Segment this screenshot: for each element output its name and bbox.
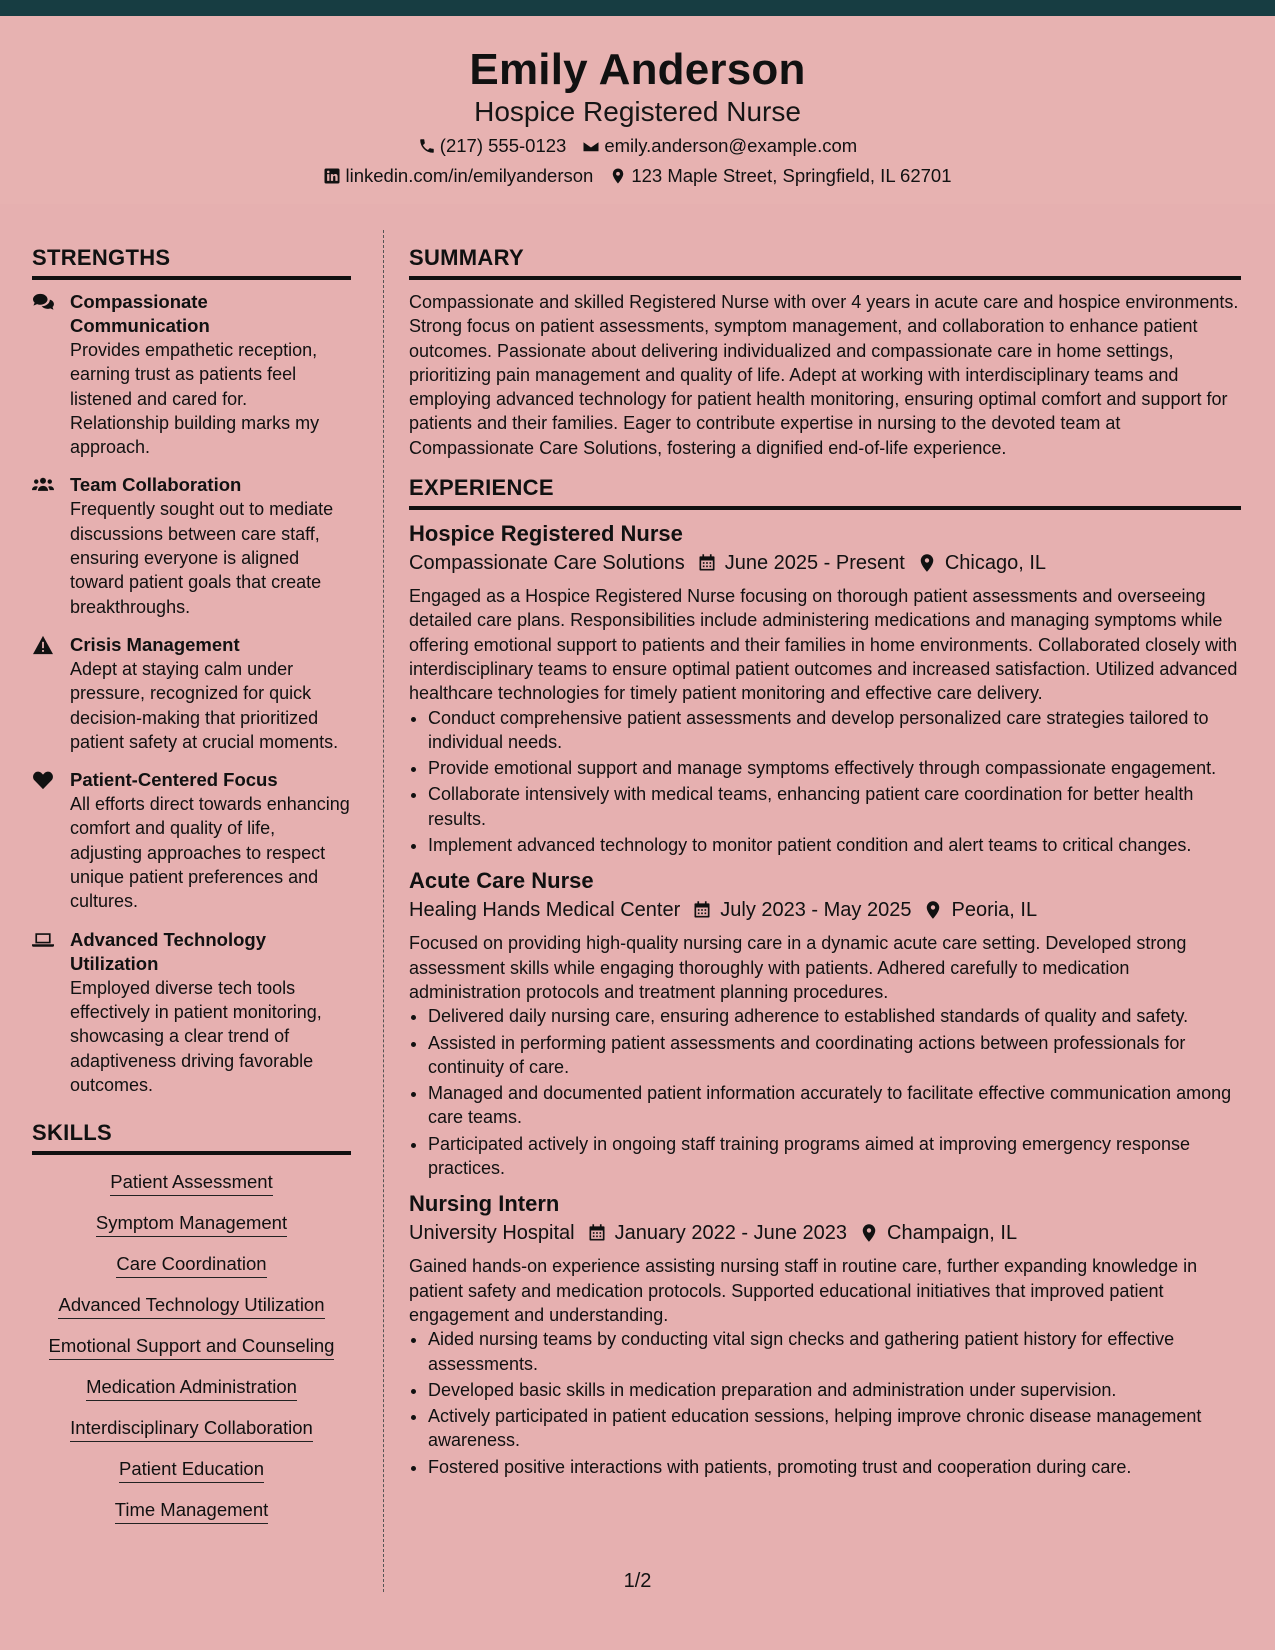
job-bullet: • Participated actively in ongoing staff training programs aimed at improving emergency response practices. bbox=[428, 1132, 1241, 1181]
linkedin-text[interactable]: linkedin.com/in/emilyanderson bbox=[345, 165, 594, 186]
page-number: 1/2 bbox=[623, 1570, 652, 1592]
address-text: 123 Maple Street, Springfield, IL 62701 bbox=[631, 165, 952, 186]
top-accent-bar bbox=[0, 0, 1275, 16]
job-bullet: • Assisted in performing patient assessments and coordinating actions between professionals for continuity of care. bbox=[428, 1031, 1241, 1080]
resume-header bbox=[0, 16, 1275, 204]
skill-item: Care Coordination bbox=[116, 1251, 266, 1278]
map-pin-icon bbox=[859, 1223, 879, 1243]
job-entry bbox=[409, 1190, 1241, 1479]
right-column bbox=[409, 244, 1241, 1489]
job-bullet: • Collaborate intensively with medical teams, enhancing patient care coordination for better health results. bbox=[428, 782, 1241, 831]
experience-heading: EXPERIENCE bbox=[409, 474, 1241, 510]
linkedin-item bbox=[323, 164, 593, 188]
job-entry bbox=[409, 867, 1241, 1180]
strength-desc: All efforts direct towards enhancing comfort and quality of life, adjusting approaches to respect unique patient preferences and cultures. bbox=[70, 794, 350, 912]
map-pin-icon bbox=[609, 167, 627, 185]
left-column bbox=[32, 244, 351, 1538]
heart-icon bbox=[32, 770, 54, 790]
skill-item: Medication Administration bbox=[86, 1374, 297, 1401]
summary-heading: SUMMARY bbox=[409, 244, 1241, 280]
strength-title: Team Collaboration bbox=[70, 474, 242, 496]
column-divider bbox=[383, 230, 384, 1592]
job-bullet: • Fostered positive interactions with patients, promoting trust and cooperation during care. bbox=[428, 1455, 1241, 1479]
job-dates: June 2025 - Present bbox=[724, 552, 905, 575]
job-description: Gained hands-on experience assisting nursing staff in routine care, further expanding knowledge in patient safety and medication protocols. Supported educational initiatives that improved patient engagement and understanding. bbox=[409, 1256, 1198, 1325]
phone-item bbox=[418, 134, 567, 158]
email-item bbox=[582, 134, 857, 158]
job-title: Nursing Intern bbox=[409, 1191, 560, 1217]
map-pin-icon bbox=[917, 553, 937, 573]
job-bullets bbox=[409, 1004, 1241, 1180]
job-title: Hospice Registered Nurse bbox=[409, 521, 683, 547]
skill-item: Advanced Technology Utilization bbox=[58, 1292, 324, 1319]
strength-item bbox=[32, 473, 351, 618]
job-bullets bbox=[409, 1327, 1241, 1479]
strength-desc: Provides empathetic reception, earning trust as patients feel listened and cared for. Relationship building marks my approach. bbox=[70, 340, 320, 458]
job-bullets bbox=[409, 706, 1241, 858]
strength-title: Compassionate Communication bbox=[70, 291, 210, 336]
candidate-name: Emily Anderson bbox=[469, 45, 806, 94]
job-bullet: • Conduct comprehensive patient assessments and develop personalized care strategies tailored to individual needs. bbox=[428, 706, 1241, 755]
strength-title: Advanced Technology Utilization bbox=[70, 928, 266, 974]
job-company: Healing Hands Medical Center bbox=[409, 899, 681, 922]
job-dates: July 2023 - May 2025 bbox=[720, 899, 912, 922]
job-bullet: • Implement advanced technology to monitor patient condition and alert teams to critical changes. bbox=[428, 833, 1241, 857]
job-description: Engaged as a Hospice Registered Nurse focusing on thorough patient assessments and overseeing detailed care plans. Responsibilities include administering medications and managing symptoms while offering emotional support to patients and their families in home environments. Collaborated closely with interdisciplinary teams to ensure optimal patient outcomes and increased satisfaction. Utilized advanced healthcare technologies for timely patient monitoring and effective care delivery. bbox=[409, 586, 1238, 704]
strength-desc: Adept at staying calm under pressure, recognized for quick decision-making that prioritized patient safety at crucial moments. bbox=[70, 658, 339, 752]
address-item bbox=[609, 164, 951, 188]
users-icon bbox=[32, 475, 54, 495]
job-company: University Hospital bbox=[409, 1222, 575, 1245]
skill-item: Patient Education bbox=[119, 1456, 264, 1483]
strength-title: Crisis Management bbox=[70, 633, 240, 655]
skill-item: Symptom Management bbox=[96, 1210, 287, 1237]
strength-desc: Frequently sought out to mediate discussions between care staff, ensuring everyone is aligned toward patient goals that create breakthroughs. bbox=[70, 499, 334, 617]
job-description: Focused on providing high-quality nursing care in a dynamic acute care setting. Developed strong assessment skills while engaging thoroughly with patients. Adhered carefully to medication administration protocols and treatment planning procedures. bbox=[409, 933, 1187, 1002]
job-location: Chicago, IL bbox=[944, 552, 1046, 575]
calendar-icon bbox=[587, 1223, 607, 1243]
job-entry bbox=[409, 520, 1241, 857]
strengths-heading: STRENGTHS bbox=[32, 244, 351, 280]
skill-item: Emotional Support and Counseling bbox=[49, 1333, 335, 1360]
job-company: Compassionate Care Solutions bbox=[409, 552, 685, 575]
job-bullet: • Provide emotional support and manage symptoms effectively through compassionate engagement. bbox=[428, 756, 1241, 780]
contact-row-2 bbox=[0, 164, 1275, 188]
job-location: Champaign, IL bbox=[887, 1222, 1018, 1245]
job-dates: January 2022 - June 2023 bbox=[614, 1222, 848, 1245]
strength-desc: Employed diverse tech tools effectively in patient monitoring, showcasing a clear trend of adaptiveness driving favorable outcomes. bbox=[70, 977, 322, 1095]
job-title: Acute Care Nurse bbox=[409, 868, 594, 894]
map-pin-icon bbox=[923, 900, 943, 920]
job-meta bbox=[409, 895, 1241, 925]
strength-item bbox=[32, 633, 351, 754]
job-bullet: • Delivered daily nursing care, ensuring adherence to established standards of quality and safety. bbox=[428, 1004, 1241, 1028]
job-bullet: • Actively participated in patient education sessions, helping improve chronic disease management awareness. bbox=[428, 1404, 1241, 1453]
job-meta bbox=[409, 1218, 1241, 1248]
summary-text: Compassionate and skilled Registered Nurse with over 4 years in acute care and hospice environments. Strong focus on patient assessments, symptom management, and collaboration to enhance patient outcomes. Passionate about delivering individualized and compassionate care in home settings, prioritizing pain management and quality of life. Adept at working with interdisciplinary teams and employing advanced technology for patient health monitoring, ensuring optimal comfort and support for patients and their families. Eager to contribute expertise in nursing to the devoted team at Compassionate Care Solutions, fostering a dignified end-of-life experience. bbox=[409, 292, 1239, 458]
job-location: Peoria, IL bbox=[951, 899, 1038, 922]
warning-icon bbox=[32, 635, 54, 655]
skills-list bbox=[32, 1165, 351, 1538]
job-bullet: • Aided nursing teams by conducting vital sign checks and gathering patient history for effective assessments. bbox=[428, 1327, 1241, 1376]
comments-icon bbox=[32, 292, 54, 312]
job-bullet: • Managed and documented patient information accurately to facilitate effective communication among care teams. bbox=[428, 1081, 1241, 1130]
laptop-icon bbox=[32, 930, 54, 950]
job-bullet: • Developed basic skills in medication preparation and administration under supervision. bbox=[428, 1378, 1241, 1402]
phone-icon bbox=[418, 137, 436, 155]
candidate-title: Hospice Registered Nurse bbox=[474, 96, 801, 127]
strength-item bbox=[32, 768, 351, 913]
skill-item: Time Management bbox=[115, 1497, 269, 1524]
phone-text[interactable]: (217) 555-0123 bbox=[439, 135, 567, 156]
strength-title: Patient-Centered Focus bbox=[70, 769, 278, 791]
calendar-icon bbox=[692, 900, 712, 920]
skill-item: Interdisciplinary Collaboration bbox=[70, 1415, 313, 1442]
skills-heading: SKILLS bbox=[32, 1119, 351, 1155]
strength-item bbox=[32, 290, 351, 459]
linkedin-icon bbox=[323, 167, 341, 185]
job-meta bbox=[409, 548, 1241, 578]
contact-row-1 bbox=[0, 134, 1275, 158]
strength-item bbox=[32, 928, 351, 1097]
skill-item: Patient Assessment bbox=[110, 1169, 272, 1196]
email-text[interactable]: emily.anderson@example.com bbox=[604, 135, 858, 156]
calendar-icon bbox=[697, 553, 717, 573]
envelope-icon bbox=[582, 137, 600, 155]
